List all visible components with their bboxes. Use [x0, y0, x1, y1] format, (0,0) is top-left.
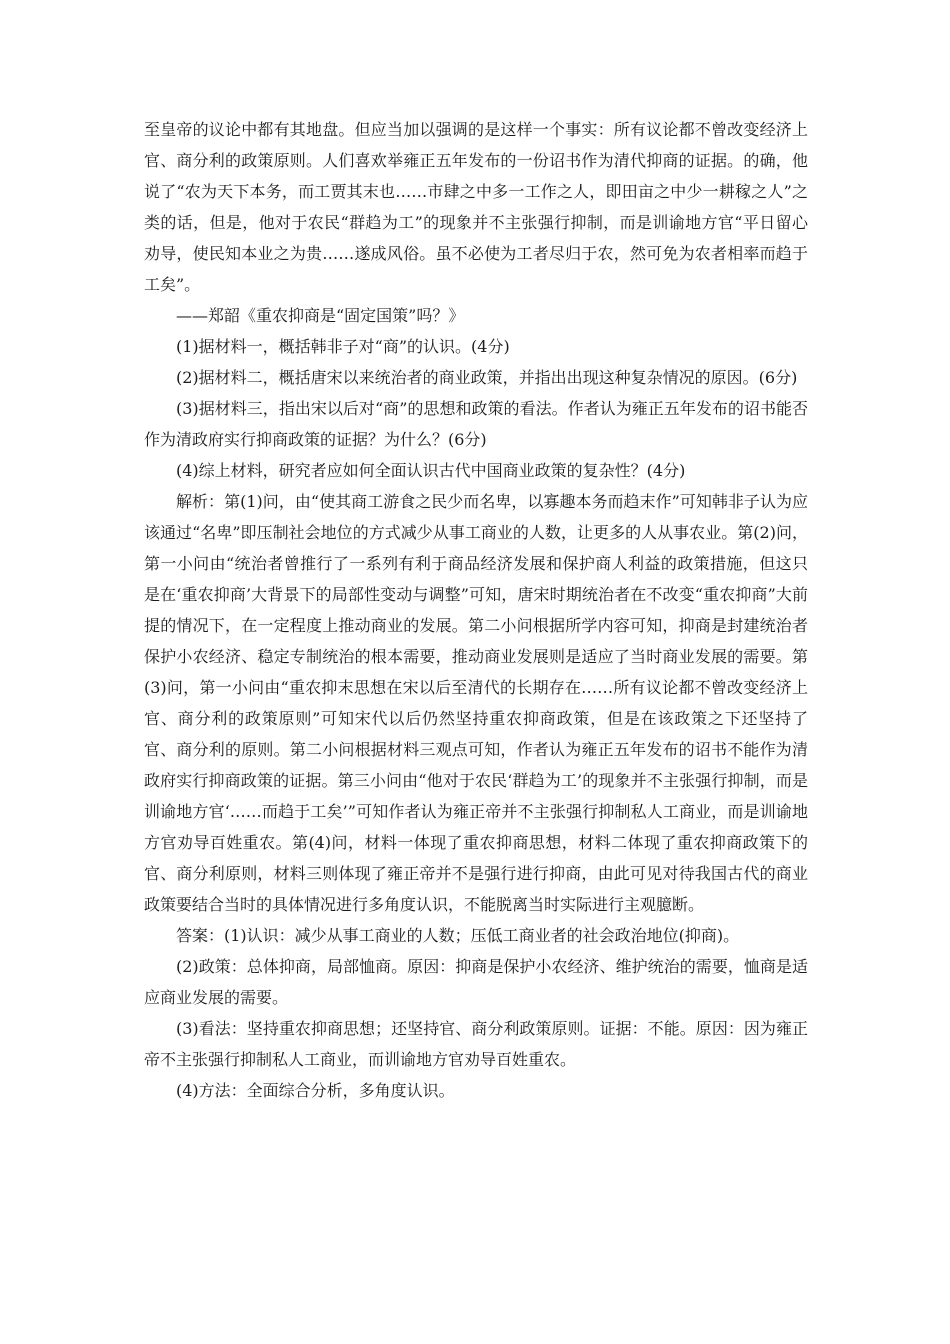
- question-2: (2)据材料二，概括唐宋以来统治者的商业政策，并指出出现这种复杂情况的原因。(6分): [176, 368, 798, 387]
- answer-2: (2)政策：总体抑商，局部恤商。原因：抑商是保护小农经济、维护统治的需要，恤商是适应商业发展的需要。: [144, 957, 808, 1007]
- answer-3: (3)看法：坚持重农抑商思想；还坚持官、商分利政策原则。证据：不能。原因：因为雍正帝不主张强行抑制私人工商业，而训谕地方官劝导百姓重农。: [144, 1019, 808, 1069]
- source-citation: ——郑韶《重农抑商是“固定国策”吗？》: [176, 306, 465, 325]
- answer-4: (4)方法：全面综合分析，多角度认识。: [176, 1081, 455, 1100]
- question-4: (4)综上材料，研究者应如何全面认识古代中国商业政策的复杂性？(4分): [176, 461, 686, 480]
- answer-1: 答案：(1)认识：减少从事工商业的人数；压低工商业者的社会政治地位(抑商)。: [176, 926, 740, 945]
- material-three-paragraph: 至皇帝的议论中都有其地盘。但应当加以强调的是这样一个事实：所有议论都不曾改变经济上官、商分利的政策原则。人们喜欢举雍正五年发布的一份诏书作为清代抑商的证据。的确，他说了“农为天下本务，而工贾其末也……市肆之中多一工作之人，即田亩之中少一耕稼之人”之类的话，但是，他对于农民“群趋为工”的现象并不主张强行抑制，而是训谕地方官“平日留心劝导，使民知本业之为贵……遂成风俗。虽不必使为工者尽归于农，然可免为农者相率而趋于工矣”。: [144, 120, 808, 294]
- document-page: [144, 114, 808, 1106]
- question-1: (1)据材料一，概括韩非子对“商”的认识。(4分): [176, 337, 510, 356]
- analysis-paragraph: 解析：第(1)问，由“使其商工游食之民少而名卑，以寡趣本务而趋末作”可知韩非子认为应该通过“名卑”即压制社会地位的方式减少从事工商业的人数，让更多的人从事农业。第(2)问，第一小问由“统治者曾推行了一系列有利于商品经济发展和保护商人利益的政策措施，但这只是在‘重农抑商’大背景下的局部性变动与调整”可知，唐宋时期统治者在不改变“重农抑商”大前提的情况下，在一定程度上推动商业的发展。第二小问根据所学内容可知，抑商是封建统治者保护小农经济、稳定专制统治的根本需要，推动商业发展则是适应了当时商业发展的需要。第(3)问，第一小问由“重农抑末思想在宋以后至清代的长期存在……所有议论都不曾改变经济上官、商分利的政策原则”可知宋代以后仍然坚持重农抑商政策，但是在该政策之下还坚持了官、商分利的原则。第二小问根据材料三观点可知，作者认为雍正五年发布的诏书不能作为清政府实行抑商政策的证据。第三小问由“他对于农民‘群趋为工’的现象并不主张强行抑制，而是训谕地方官‘……而趋于工矣’”可知作者认为雍正帝并不主张强行抑制私人工商业，而是训谕地方官劝导百姓重农。第(4)问，材料一体现了重农抑商思想，材料二体现了重农抑商政策下的官、商分利原则，材料三则体现了雍正帝并不是强行进行抑商，由此可见对待我国古代的商业政策要结合当时的具体情况进行多角度认识，不能脱离当时实际进行主观臆断。: [144, 492, 808, 914]
- question-3: (3)据材料三，指出宋以后对“商”的思想和政策的看法。作者认为雍正五年发布的诏书能否作为清政府实行抑商政策的证据？为什么？(6分): [144, 399, 808, 449]
